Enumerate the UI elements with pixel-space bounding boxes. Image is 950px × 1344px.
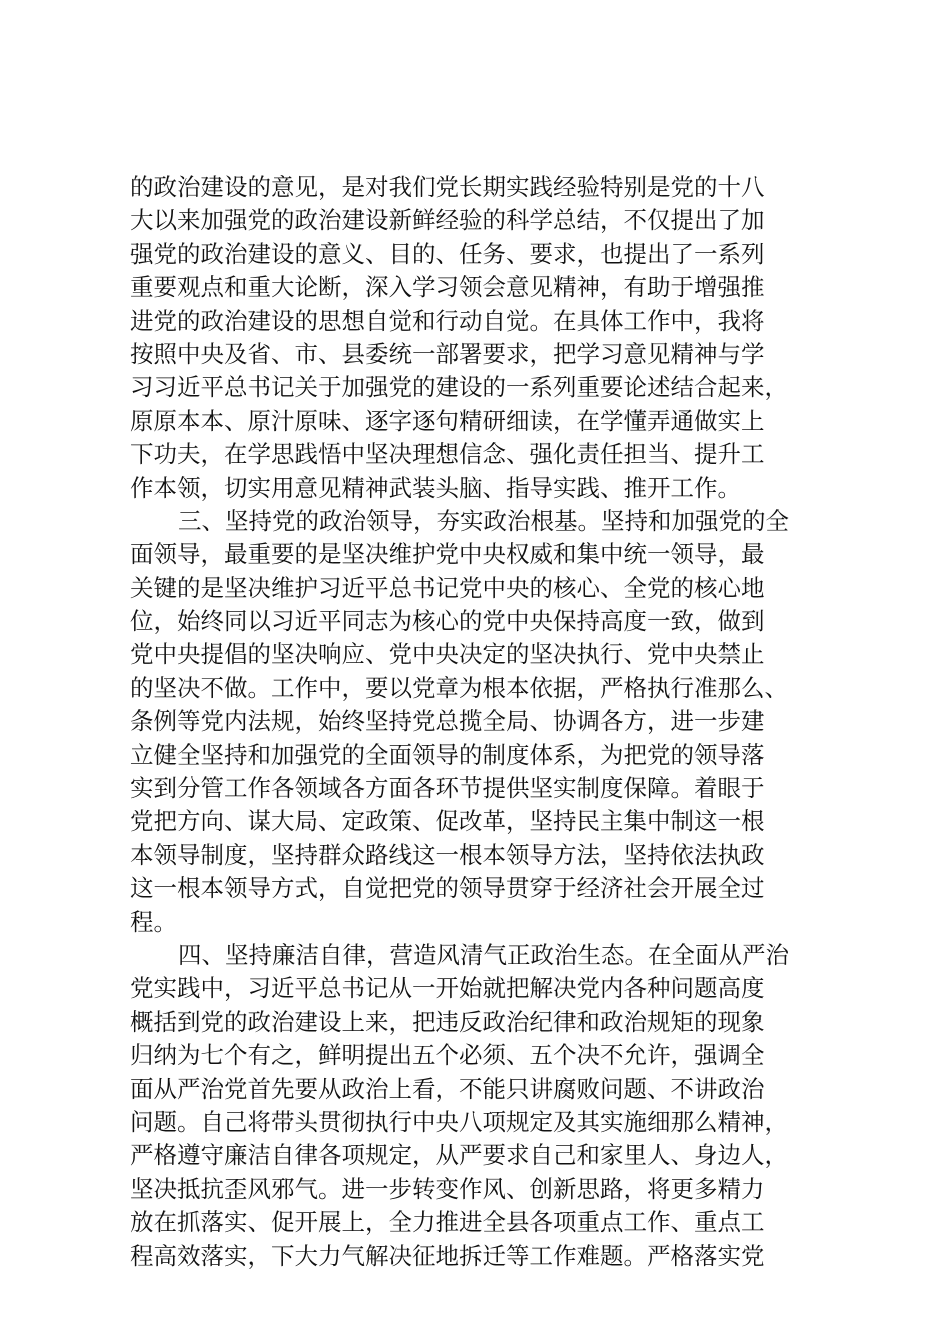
body-text (130, 171, 830, 1273)
text-line: 本领导制度，坚持群众路线这一根本领导方法，坚持依法执政 (130, 840, 765, 869)
text-line: 原原本本、原汁原味、逐字逐句精研细读，在学懂弄通做实上 (130, 406, 765, 435)
text-line: 的坚决不做。工作中，要以党章为根本依据，严格执行准那么、 (130, 673, 788, 702)
section-four-heading-line: 四、坚持廉洁自律，营造风清气正政治生态。在全面从严治 (178, 940, 789, 969)
text-line: 重要观点和重大论断，深入学习领会意见精神，有助于增强推 (130, 273, 765, 302)
text-line: 程。 (130, 907, 177, 936)
text-line: 程高效落实，下大力气解决征地拆迁等工作难题。严格落实党 (130, 1241, 765, 1270)
text-line: 党把方向、谋大局、定政策、促改革，坚持民主集中制这一根 (130, 807, 765, 836)
text-line: 党实践中，习近平总书记从一开始就把解决党内各种问题高度 (130, 974, 765, 1003)
text-line: 关键的是坚决维护习近平总书记党中央的核心、全党的核心地 (130, 573, 765, 602)
text-line: 坚决抵抗歪风邪气。进一步转变作风、创新思路，将更多精力 (130, 1174, 765, 1203)
text-line: 这一根本领导方式，自觉把党的领导贯穿于经济社会开展全过 (130, 874, 765, 903)
text-line: 条例等党内法规，始终坚持党总揽全局、协调各方，进一步建 (130, 707, 765, 736)
text-line: 习习近平总书记关于加强党的建设的一系列重要论述结合起来， (130, 373, 788, 402)
text-line: 按照中央及省、市、县委统一部署要求，把学习意见精神与学 (130, 339, 765, 368)
text-line: 的政治建设的意见，是对我们党长期实践经验特别是党的十八 (130, 173, 765, 201)
text-line: 严格遵守廉洁自律各项规定，从严要求自己和家里人、身边人， (130, 1141, 788, 1170)
text-line: 位，始终同以习近平同志为核心的党中央保持高度一致，做到 (130, 607, 765, 636)
text-line: 概括到党的政治建设上来，把违反政治纪律和政治规矩的现象 (130, 1007, 765, 1036)
text-line: 进党的政治建设的思想自觉和行动自觉。在具体工作中，我将 (130, 306, 765, 335)
text-line: 面领导，最重要的是坚决维护党中央权威和集中统一领导，最 (130, 540, 765, 569)
text-line: 问题。自己将带头贯彻执行中央八项规定及其实施细那么精神， (130, 1107, 788, 1136)
text-line: 实到分管工作各领域各方面各环节提供坚实制度保障。着眼于 (130, 774, 765, 803)
text-line: 下功夫，在学思践悟中坚决理想信念、强化责任担当、提升工 (130, 440, 765, 469)
text-line: 放在抓落实、促开展上，全力推进全县各项重点工作、重点工 (130, 1208, 765, 1237)
text-line: 面从严治党首先要从政治上看，不能只讲腐败问题、不讲政治 (130, 1074, 765, 1103)
text-line: 立健全坚持和加强党的全面领导的制度体系，为把党的领导落 (130, 740, 765, 769)
text-line: 党中央提倡的坚决响应、党中央决定的坚决执行、党中央禁止 (130, 640, 765, 669)
text-line: 归纳为七个有之，鲜明提出五个必须、五个决不允许，强调全 (130, 1041, 765, 1070)
section-three-heading-line: 三、坚持党的政治领导，夯实政治根基。坚持和加强党的全 (178, 506, 789, 535)
text-line: 强党的政治建设的意义、目的、任务、要求，也提出了一系列 (130, 239, 765, 268)
text-line: 作本领，切实用意见精神武装头脑、指导实践、推开工作。 (130, 473, 741, 502)
text-line: 大以来加强党的政治建设新鲜经验的科学总结，不仅提出了加 (130, 206, 765, 235)
